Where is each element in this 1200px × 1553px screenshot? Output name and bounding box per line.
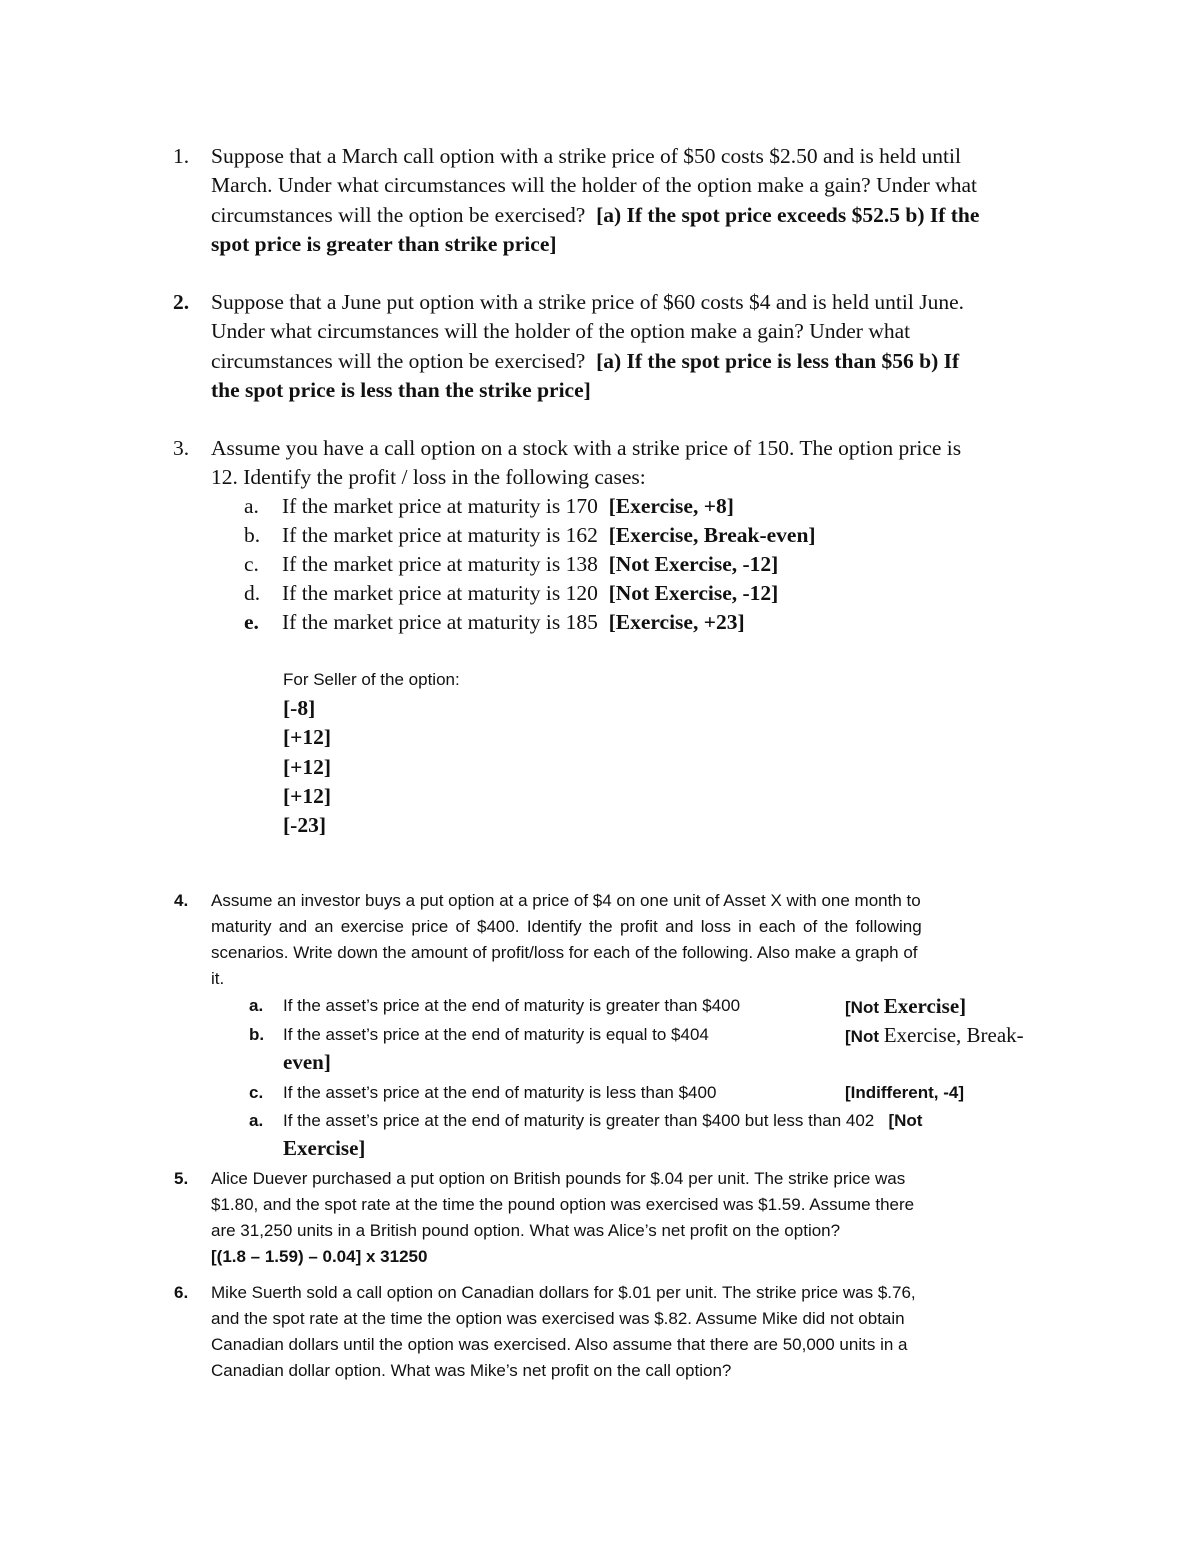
item-text: If the asset’s price at the end of maturity is greater than $400 but less than 402 xyxy=(283,1111,875,1130)
item-answer xyxy=(845,1022,1024,1050)
list-item xyxy=(249,1080,717,1106)
item-answer-part: even] xyxy=(283,1050,331,1074)
seller-value: [-23] xyxy=(283,813,326,838)
question-text-line: Assume an investor buys a put option at a price of $4 on one unit of Asset X with one month to xyxy=(211,891,921,910)
list-item xyxy=(249,993,741,1019)
item-answer xyxy=(845,1080,964,1106)
question-number: 6. xyxy=(174,1283,189,1302)
item-letter: c. xyxy=(244,552,259,576)
item-answer-continued xyxy=(283,1135,365,1163)
question-number: 2. xyxy=(173,290,190,314)
question-text-line: Suppose that a March call option with a strike price of $50 costs $2.50 and is held until xyxy=(211,144,961,168)
seller-value: [+12] xyxy=(283,725,332,750)
item-letter: a. xyxy=(244,494,259,518)
list-item xyxy=(249,1022,709,1048)
question-text-line xyxy=(211,201,1061,230)
question-text-line: scenarios. Write down the amount of profit/loss for each of the following. Also make a graph of xyxy=(211,943,918,962)
question-text-line: March. Under what circumstances will the holder of the option make a gain? Under what xyxy=(211,173,977,198)
question-2 xyxy=(173,288,1061,405)
item-answer-part: [Indifferent, -4] xyxy=(845,1083,964,1102)
item-answer-continued xyxy=(283,1049,331,1077)
item-text: If the asset’s price at the end of maturity is less than $400 xyxy=(283,1083,717,1102)
question-text-line: $1.80, and the spot rate at the time the pound option was exercised was $1.59. Assume there xyxy=(211,1195,915,1214)
list-item xyxy=(249,1108,923,1134)
item-answer-part: Exercise, Break- xyxy=(883,1023,1024,1047)
question-text-line: Canadian dollars until the option was exercised. Also assume that there are 50,000 units in a xyxy=(211,1335,908,1354)
question-text-line: it. xyxy=(211,969,225,988)
question-text-line: Mike Suerth sold a call option on Canadian dollars for $.01 per unit. The strike price was $.76, xyxy=(211,1283,916,1302)
seller-value: [-8] xyxy=(283,696,316,720)
seller-value: [+12] xyxy=(283,754,332,779)
question-text-line: and the spot rate at the time the option was exercised was $.82. Assume Mike did not obtain xyxy=(211,1309,905,1328)
item-answer: [Not Exercise, -12] xyxy=(608,552,779,576)
question-text: circumstances will the option be exercised? xyxy=(211,348,586,373)
question-number: 1. xyxy=(173,144,190,168)
item-text: If the market price at maturity is 120 xyxy=(282,581,598,605)
item-letter: e. xyxy=(244,610,259,634)
answer-text: [a) If the spot price is less than $56 b) If xyxy=(596,348,960,373)
item-answer-part: [Not xyxy=(845,1027,879,1046)
question-1 xyxy=(173,142,1061,259)
item-answer: [Not Exercise, -12] xyxy=(608,581,779,605)
item-answer xyxy=(845,993,966,1021)
item-letter: c. xyxy=(249,1083,264,1102)
seller-answers xyxy=(283,670,460,840)
item-answer-part: Exercise] xyxy=(883,994,967,1018)
question-6 xyxy=(174,1280,1061,1384)
item-answer: [Exercise, +8] xyxy=(608,494,734,518)
list-item xyxy=(244,579,779,608)
answer-text: the spot price is less than the strike price] xyxy=(211,377,591,402)
question-text-line: 12. Identify the profit / loss in the following cases: xyxy=(211,465,646,490)
question-text-line: Under what circumstances will the holder of the option make a gain? Under what xyxy=(211,319,911,344)
question-5 xyxy=(174,1166,1061,1270)
question-text-line xyxy=(211,347,1061,376)
list-item xyxy=(244,608,745,637)
answer-text: spot price is greater than strike price] xyxy=(211,231,557,256)
question-text: circumstances will the option be exercised? xyxy=(211,202,586,227)
item-letter: d. xyxy=(244,581,261,605)
item-letter: b. xyxy=(244,523,261,547)
list-item xyxy=(244,550,779,579)
question-text-line: are 31,250 units in a British pound option. What was Alice’s net profit on the option? xyxy=(211,1221,841,1240)
list-item xyxy=(244,521,816,550)
question-number: 4. xyxy=(174,891,189,910)
item-letter: b. xyxy=(249,1025,265,1044)
answer-text: [(1.8 – 1.59) – 0.04] x 31250 xyxy=(211,1247,428,1266)
seller-heading: For Seller of the option: xyxy=(283,670,460,689)
item-letter: a. xyxy=(249,1111,264,1130)
question-number: 3. xyxy=(173,436,190,460)
question-text-line: maturity and an exercise price of $400. Identify the profit and loss in each of the following xyxy=(211,917,922,936)
question-4 xyxy=(174,888,1059,992)
seller-value: [+12] xyxy=(283,783,332,808)
item-text: If the market price at maturity is 185 xyxy=(282,610,598,634)
item-answer: [Exercise, +23] xyxy=(608,610,745,634)
question-3 xyxy=(173,434,1061,493)
item-answer-part: [Not xyxy=(888,1111,923,1130)
item-text: If the asset’s price at the end of maturity is equal to $404 xyxy=(283,1025,709,1044)
answer-text: [a) If the spot price exceeds $52.5 b) If the xyxy=(596,202,980,227)
item-letter: a. xyxy=(249,996,264,1015)
item-text: If the market price at maturity is 162 xyxy=(282,523,598,547)
list-item xyxy=(244,492,734,521)
item-answer-part: [Not xyxy=(845,998,879,1017)
question-text-line: Alice Duever purchased a put option on British pounds for $.04 per unit. The strike price was xyxy=(211,1169,906,1188)
question-number: 5. xyxy=(174,1169,189,1188)
item-text: If the asset’s price at the end of maturity is greater than $400 xyxy=(283,996,741,1015)
question-text-line: Suppose that a June put option with a strike price of $60 costs $4 and is held until June. xyxy=(211,290,964,314)
item-answer-part: Exercise] xyxy=(283,1136,366,1160)
item-text: If the market price at maturity is 170 xyxy=(282,494,598,518)
question-text-line: Canadian dollar option. What was Mike’s net profit on the call option? xyxy=(211,1361,732,1380)
item-answer: [Exercise, Break-even] xyxy=(608,523,816,547)
item-text: If the market price at maturity is 138 xyxy=(282,552,598,576)
question-text-line: Assume you have a call option on a stock with a strike price of 150. The option price is xyxy=(211,436,962,460)
